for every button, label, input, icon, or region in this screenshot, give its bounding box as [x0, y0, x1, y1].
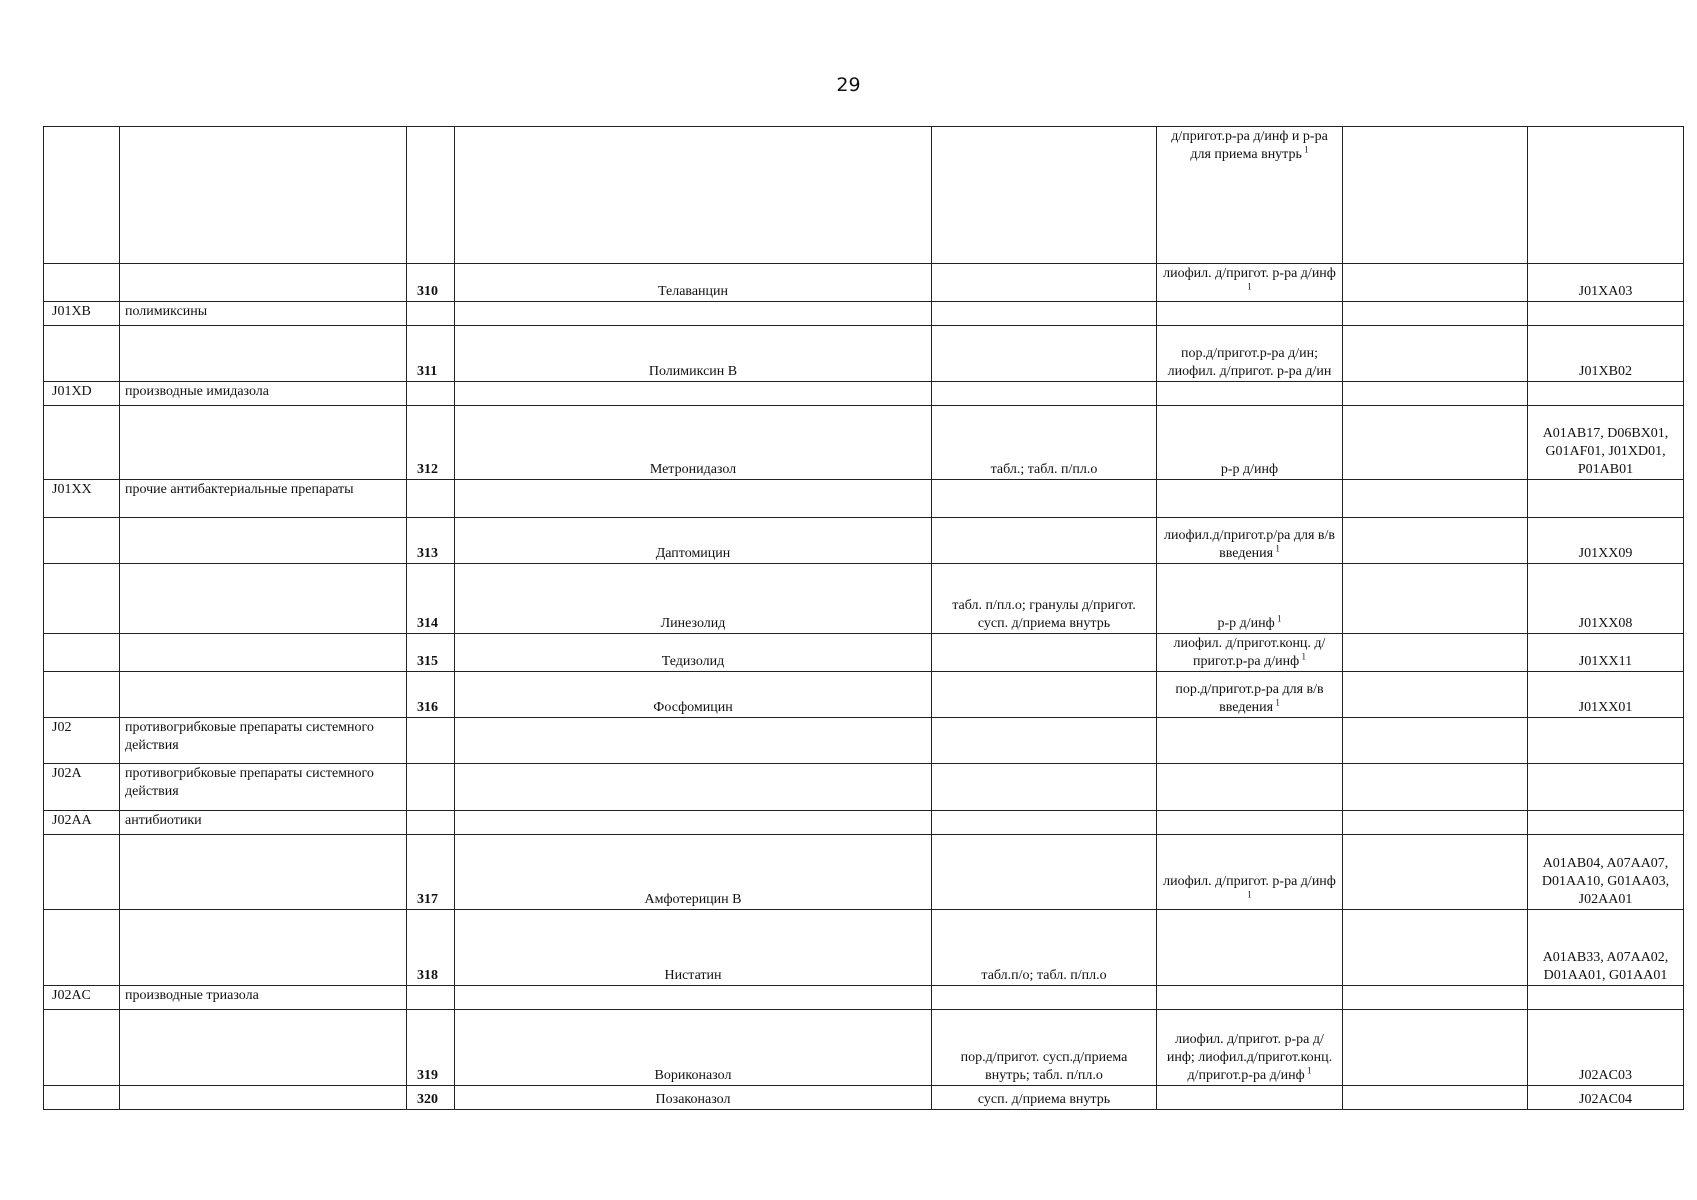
- atc-group-name: [120, 1010, 407, 1086]
- atc-group-row: [44, 718, 1684, 764]
- drug-number: 312: [407, 406, 455, 480]
- atc-group-name: [120, 406, 407, 480]
- drug-row: [44, 672, 1684, 718]
- empty-cell: [407, 764, 455, 811]
- drug-name: Телаванцин: [455, 264, 932, 302]
- dosage-forms-restricted: [1157, 910, 1343, 986]
- footnote-mark: 1: [1247, 889, 1252, 900]
- dosage-forms-restricted-text: р-р д/инф: [1220, 462, 1279, 477]
- drug-table: [43, 126, 1684, 1110]
- dosage-forms-restricted-text: пор.д/пригот.р-ра для в/в введения: [1175, 682, 1324, 715]
- atc-code: [44, 127, 120, 264]
- empty-cell: [1528, 718, 1684, 764]
- atc-group-name: [120, 127, 407, 264]
- empty-cell: [932, 811, 1157, 835]
- atc-group-row: [44, 382, 1684, 406]
- atc-codes: J01XX11: [1528, 634, 1684, 672]
- drug-number: 315: [407, 634, 455, 672]
- empty-cell: [1343, 127, 1528, 264]
- drug-name: Полимиксин В: [455, 326, 932, 382]
- drug-number: [407, 127, 455, 264]
- empty-cell: [1343, 718, 1528, 764]
- empty-cell: [1157, 302, 1343, 326]
- empty-cell: [455, 986, 932, 1010]
- page-number: 29: [836, 74, 861, 96]
- atc-code: [44, 672, 120, 718]
- empty-cell: [1343, 406, 1528, 480]
- atc-code: J02A: [44, 764, 120, 811]
- empty-cell: [1343, 634, 1528, 672]
- dosage-forms: табл.п/о; табл. п/пл.о: [932, 910, 1157, 986]
- empty-cell: [1528, 480, 1684, 518]
- dosage-forms: пор.д/пригот. сусп.д/приема внутрь; табл. п/пл.о: [932, 1010, 1157, 1086]
- atc-group-name: антибиотики: [120, 811, 407, 835]
- drug-number: 311: [407, 326, 455, 382]
- atc-group-name: [120, 518, 407, 564]
- empty-cell: [407, 382, 455, 406]
- dosage-forms: [932, 127, 1157, 264]
- dosage-forms: сусп. д/приема внутрь: [932, 1086, 1157, 1110]
- empty-cell: [1157, 480, 1343, 518]
- atc-code: J02: [44, 718, 120, 764]
- dosage-forms-restricted: [1157, 1010, 1343, 1086]
- empty-cell: [455, 764, 932, 811]
- dosage-forms-restricted-text: лиофил. д/пригот. р-ра д/инф; лиофил.д/пригот.конц. д/пригот.р-ра д/инф: [1166, 1032, 1333, 1083]
- dosage-forms: [932, 672, 1157, 718]
- atc-codes: [1528, 127, 1684, 264]
- empty-cell: [407, 811, 455, 835]
- drug-row: [44, 564, 1684, 634]
- empty-cell: [1157, 382, 1343, 406]
- empty-cell: [1528, 811, 1684, 835]
- atc-code: [44, 564, 120, 634]
- dosage-forms-restricted-text: лиофил. д/пригот. р-ра д/инф: [1163, 266, 1336, 281]
- atc-group-row: [44, 811, 1684, 835]
- drug-number: 320: [407, 1086, 455, 1110]
- dosage-forms: [932, 264, 1157, 302]
- drug-number: 314: [407, 564, 455, 634]
- atc-codes: A01AB33, A07AA02, D01AA01, G01AA01: [1528, 910, 1684, 986]
- empty-cell: [1157, 986, 1343, 1010]
- atc-codes: J01XA03: [1528, 264, 1684, 302]
- drug-name: Вориконазол: [455, 1010, 932, 1086]
- atc-code: [44, 634, 120, 672]
- empty-cell: [932, 302, 1157, 326]
- dosage-forms-restricted: [1157, 326, 1343, 382]
- dosage-forms: табл. п/пл.о; гранулы д/пригот. сусп. д/приема внутрь: [932, 564, 1157, 634]
- empty-cell: [455, 718, 932, 764]
- empty-cell: [1157, 764, 1343, 811]
- atc-codes: J01XX01: [1528, 672, 1684, 718]
- empty-cell: [932, 764, 1157, 811]
- empty-cell: [932, 480, 1157, 518]
- dosage-forms-restricted: [1157, 406, 1343, 480]
- drug-number: 313: [407, 518, 455, 564]
- atc-codes: J02AC03: [1528, 1010, 1684, 1086]
- atc-code: [44, 835, 120, 910]
- atc-group-name: прочие антибактериальные препараты: [120, 480, 407, 518]
- atc-group-name: [120, 672, 407, 718]
- atc-code: [44, 910, 120, 986]
- footnote-mark: 1: [1301, 144, 1309, 155]
- atc-code: J01XB: [44, 302, 120, 326]
- dosage-forms-restricted: [1157, 1086, 1343, 1110]
- empty-cell: [1157, 811, 1343, 835]
- drug-number: 318: [407, 910, 455, 986]
- continued-row: [44, 127, 1684, 264]
- atc-group-name: [120, 1086, 407, 1110]
- empty-cell: [1343, 811, 1528, 835]
- empty-cell: [1528, 764, 1684, 811]
- drug-name: Даптомицин: [455, 518, 932, 564]
- empty-cell: [1343, 264, 1528, 302]
- atc-codes: J01XX09: [1528, 518, 1684, 564]
- empty-cell: [1528, 302, 1684, 326]
- atc-code: [44, 264, 120, 302]
- empty-cell: [1343, 480, 1528, 518]
- dosage-forms-restricted: [1157, 634, 1343, 672]
- drug-row: [44, 264, 1684, 302]
- empty-cell: [407, 718, 455, 764]
- atc-group-row: [44, 480, 1684, 518]
- drug-row: [44, 406, 1684, 480]
- atc-code: [44, 326, 120, 382]
- empty-cell: [932, 382, 1157, 406]
- atc-codes: A01AB04, A07AA07, D01AA10, G01AA03, J02AA01: [1528, 835, 1684, 910]
- drug-row: [44, 910, 1684, 986]
- footnote-mark: 1: [1273, 697, 1280, 708]
- empty-cell: [1157, 718, 1343, 764]
- atc-group-name: [120, 264, 407, 302]
- drug-row: [44, 518, 1684, 564]
- atc-codes: J01XB02: [1528, 326, 1684, 382]
- drug-table-body: [44, 127, 1684, 1110]
- drug-name: Позаконазол: [455, 1086, 932, 1110]
- atc-group-name: производные имидазола: [120, 382, 407, 406]
- footnote-mark: 1: [1274, 613, 1282, 624]
- atc-group-name: [120, 835, 407, 910]
- dosage-forms-restricted: [1157, 564, 1343, 634]
- atc-group-row: [44, 764, 1684, 811]
- dosage-forms: [932, 634, 1157, 672]
- atc-code: J01XX: [44, 480, 120, 518]
- atc-code: [44, 518, 120, 564]
- empty-cell: [1343, 986, 1528, 1010]
- atc-code: [44, 406, 120, 480]
- empty-cell: [1343, 302, 1528, 326]
- atc-codes: J02AC04: [1528, 1086, 1684, 1110]
- empty-cell: [407, 480, 455, 518]
- empty-cell: [1343, 564, 1528, 634]
- empty-cell: [455, 382, 932, 406]
- dosage-forms: [932, 518, 1157, 564]
- dosage-forms: [932, 326, 1157, 382]
- footnote-mark: 1: [1299, 651, 1306, 662]
- drug-row: [44, 835, 1684, 910]
- footnote-mark: 1: [1247, 281, 1252, 292]
- dosage-forms-restricted-text: р-р д/инф: [1217, 616, 1275, 631]
- empty-cell: [407, 302, 455, 326]
- dosage-forms: [932, 835, 1157, 910]
- dosage-forms-restricted-text: лиофил. д/пригот. р-ра д/инф: [1163, 874, 1336, 889]
- dosage-forms-restricted-text: д/пригот.р-ра д/инф и р-ра для приема внутрь: [1171, 129, 1328, 162]
- empty-cell: [1528, 382, 1684, 406]
- atc-code: [44, 1010, 120, 1086]
- drug-number: 316: [407, 672, 455, 718]
- dosage-forms-restricted-text: лиофил.д/пригот.р/ра для в/в введения: [1163, 528, 1336, 561]
- atc-group-name: производные триазола: [120, 986, 407, 1010]
- drug-name: Амфотерицин В: [455, 835, 932, 910]
- atc-codes: J01XX08: [1528, 564, 1684, 634]
- atc-group-name: [120, 326, 407, 382]
- drug-row: [44, 1086, 1684, 1110]
- dosage-forms-restricted: [1157, 835, 1343, 910]
- drug-number: 310: [407, 264, 455, 302]
- atc-code: [44, 1086, 120, 1110]
- drug-name: Метронидазол: [455, 406, 932, 480]
- atc-code: J02AA: [44, 811, 120, 835]
- empty-cell: [455, 480, 932, 518]
- footnote-mark: 1: [1273, 543, 1280, 554]
- empty-cell: [1343, 835, 1528, 910]
- empty-cell: [1343, 764, 1528, 811]
- dosage-forms-restricted: [1157, 127, 1343, 264]
- drug-row: [44, 634, 1684, 672]
- dosage-forms: табл.; табл. п/пл.о: [932, 406, 1157, 480]
- atc-code: J02AC: [44, 986, 120, 1010]
- drug-name: Нистатин: [455, 910, 932, 986]
- empty-cell: [1343, 672, 1528, 718]
- atc-group-name: противогрибковые препараты системного действия: [120, 764, 407, 811]
- drug-name: [455, 127, 932, 264]
- footnote-mark: 1: [1304, 1065, 1312, 1076]
- dosage-forms-restricted-text: лиофил. д/пригот.конц. д/пригот.р-ра д/инф: [1173, 636, 1326, 669]
- drug-row: [44, 1010, 1684, 1086]
- atc-group-name: полимиксины: [120, 302, 407, 326]
- dosage-forms-restricted-text: пор.д/пригот.р-ра д/ин; лиофил. д/пригот. р-ра д/ин: [1167, 346, 1332, 379]
- atc-group-row: [44, 986, 1684, 1010]
- empty-cell: [932, 718, 1157, 764]
- atc-group-name: противогрибковые препараты системного действия: [120, 718, 407, 764]
- drug-row: [44, 326, 1684, 382]
- empty-cell: [1343, 382, 1528, 406]
- drug-number: 317: [407, 835, 455, 910]
- drug-name: Тедизолид: [455, 634, 932, 672]
- atc-code: J01XD: [44, 382, 120, 406]
- empty-cell: [1528, 986, 1684, 1010]
- atc-group-row: [44, 302, 1684, 326]
- empty-cell: [932, 986, 1157, 1010]
- dosage-forms-restricted: [1157, 264, 1343, 302]
- atc-codes: A01AB17, D06BX01, G01AF01, J01XD01, P01AB01: [1528, 406, 1684, 480]
- empty-cell: [455, 811, 932, 835]
- dosage-forms-restricted: [1157, 672, 1343, 718]
- empty-cell: [1343, 1086, 1528, 1110]
- atc-group-name: [120, 910, 407, 986]
- empty-cell: [1343, 910, 1528, 986]
- empty-cell: [1343, 1010, 1528, 1086]
- drug-number: 319: [407, 1010, 455, 1086]
- dosage-forms-restricted: [1157, 518, 1343, 564]
- drug-name: Фосфомицин: [455, 672, 932, 718]
- empty-cell: [407, 986, 455, 1010]
- empty-cell: [455, 302, 932, 326]
- atc-group-name: [120, 564, 407, 634]
- empty-cell: [1343, 326, 1528, 382]
- drug-name: Линезолид: [455, 564, 932, 634]
- atc-group-name: [120, 634, 407, 672]
- empty-cell: [1343, 518, 1528, 564]
